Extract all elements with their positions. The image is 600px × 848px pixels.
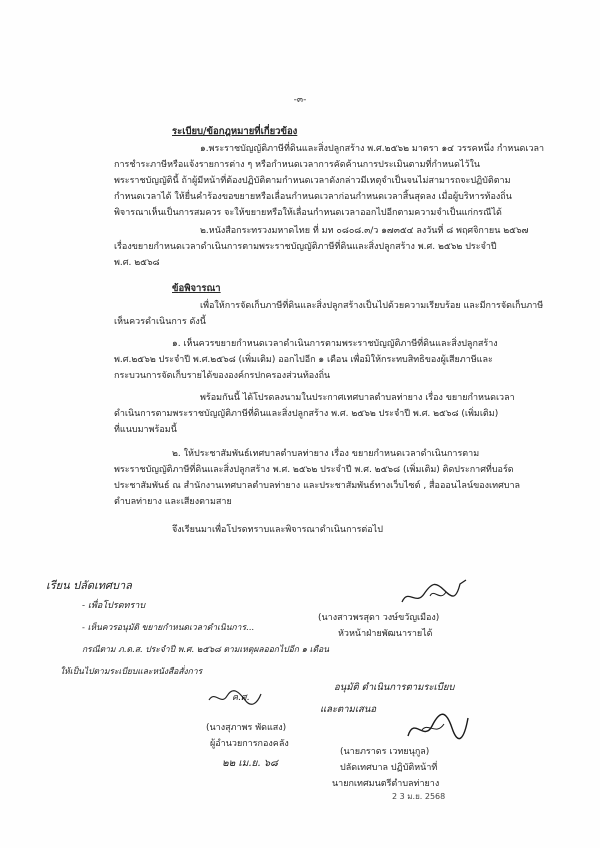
handwritten-date: ๒๒ เม.ย. ๖๘ bbox=[222, 758, 278, 769]
regulation-line: พระราชบัญญัตินี้ ถ้าผู้มีหน้าที่ต้องปฏิบัติตามกำหนดเวลาดังกล่าวมีเหตุจำเป็นจนไม่สามารถจะปฏิบัติตาม bbox=[114, 176, 511, 186]
consideration-line: พร้อมกันนี้ ได้โปรดลงนามในประกาศเทศบาลตำบลท่ายาง เรื่อง ขยายกำหนดเวลา bbox=[200, 393, 515, 403]
regulation-line: พ.ศ. ๒๕๖๘ bbox=[114, 258, 160, 268]
regulation-line: การชำระภาษีหรือแจ้งรายการต่าง ๆ หรือกำหนดเวลาการคัดค้านการประเมินตามที่กำหนดไว้ใน bbox=[114, 160, 481, 170]
revenue-head-signature-icon bbox=[400, 576, 470, 610]
consideration-line: กระบวนการจัดเก็บรายได้ขององค์กรปกครองส่วนท้องถิ่น bbox=[114, 371, 331, 381]
closing-line: จึงเรียนมาเพื่อโปรดทราบและพิจารณาดำเนินการต่อไป bbox=[172, 525, 383, 535]
clerk-handwritten-note: อนุมัติ ดำเนินการตามระเบียบ bbox=[334, 682, 455, 693]
consideration-line: เพื่อให้การจัดเก็บภาษีที่ดินและสิ่งปลูกสร้างเป็นไปด้วยความเรียบร้อย และมีการจัดเก็บภาษี bbox=[200, 301, 544, 311]
consideration-heading: ข้อพิจารณา bbox=[172, 283, 221, 294]
consideration-line: ดำเนินการตามพระราชบัญญัติภาษีที่ดินและสิ่งปลูกสร้าง พ.ศ. ๒๕๖๒ ประจำปี พ.ศ. ๒๕๖๘ (เพิ่มเติม) bbox=[114, 409, 499, 419]
revenue-head-title: หัวหน้าฝ่ายพัฒนารายได้ bbox=[338, 629, 433, 639]
regulation-line: ๑.พระราชบัญญัติภาษีที่ดินและสิ่งปลูกสร้าง พ.ศ.๒๕๖๒ มาตรา ๑๔ วรรคหนึ่ง กำหนดเวลา bbox=[200, 144, 545, 154]
date-stamp: 2 3 ม.ย. 2568 bbox=[392, 792, 446, 801]
clerk-handwritten-note: และตามเสนอ bbox=[320, 704, 377, 715]
consideration-line: ตำบลท่ายาง และเสียงตามสาย bbox=[114, 497, 232, 507]
consideration-line: ๑. เห็นควรขยายกำหนดเวลาดำเนินการตามพระราชบัญญัติภาษีที่ดินและสิ่งปลูกสร้าง bbox=[172, 339, 498, 349]
revenue-head-name: (นางสาวพรสุดา วงษ์ขวัญเมือง) bbox=[318, 613, 440, 623]
handwritten-for-info: - เพื่อโปรดทราบ bbox=[82, 601, 146, 611]
clerk-signature-icon bbox=[402, 706, 472, 746]
consideration-line: ประชาสัมพันธ์ ณ สำนักงานเทศบาลตำบลท่ายาง และประชาสัมพันธ์ทางเว็บไซต์ , สื่อออนไลน์ของเทศบาล bbox=[114, 481, 521, 491]
consideration-line: พระราชบัญญัติภาษีที่ดินและสิ่งปลูกสร้าง พ.ศ. ๒๕๖๒ ประจำปี พ.ศ. ๒๕๖๘ (เพิ่มเติม) ติดประกาศที่บอร์ด bbox=[114, 465, 514, 475]
regulation-line: ๒.หนังสือกระทรวงมหาดไทย ที่ มท ๐๘๐๘.๓/ว ๑๗๓๕๔ ลงวันที่ ๘ พฤศจิกายน ๒๕๖๗ bbox=[200, 226, 529, 236]
consideration-line: เห็นควรดำเนินการ ดังนี้ bbox=[114, 317, 206, 327]
consideration-line: พ.ศ.๒๕๖๒ ประจำปี พ.ศ.๒๕๖๘ (เพิ่มเติม) ออกไปอีก ๑ เดือน เพื่อมิให้กระทบสิทธิของผู้เสียภาษีและ bbox=[114, 355, 493, 365]
handwritten-note: ให้เป็นไปตามระเบียบและหนังสือสั่งการ bbox=[60, 667, 203, 677]
handwritten-initials: ค.ศ. bbox=[232, 693, 250, 703]
regulations-heading: ระเบียบ/ข้อกฎหมายที่เกี่ยวข้อง bbox=[172, 126, 298, 137]
regulation-line: เรื่องขยายกำหนดเวลาดำเนินการตามพระราชบัญญัติภาษีที่ดินและสิ่งปลูกสร้าง พ.ศ. ๒๕๖๒ ประจำปี bbox=[114, 242, 497, 252]
consideration-line: ที่แนบมาพร้อมนี้ bbox=[114, 425, 177, 435]
regulation-line: พิจารณาเห็นเป็นการสมควร จะให้ขยายหรือให้เลื่อนกำหนดเวลาออกไปอีกตามความจำเป็นแก่กรณีได้ bbox=[114, 208, 502, 218]
finance-director-name: (นางสุภาพร พัดแสง) bbox=[206, 723, 287, 733]
regulation-line: กำหนดเวลาได้ ให้ยื่นคำร้องขอขยายหรือเลื่อนกำหนดเวลาก่อนกำหนดเวลาสิ้นสุดลง เมื่อผู้บริหารท้องถิ่น bbox=[114, 192, 512, 202]
clerk-title-2: นายกเทศมนตรีตำบลท่ายาง bbox=[332, 779, 440, 789]
consideration-line: ๒. ให้ประชาสัมพันธ์เทศบาลตำบลท่ายาง เรื่อง ขยายกำหนดเวลาดำเนินการตาม bbox=[172, 449, 480, 459]
handwritten-note: - เห็นควรอนุมัติ ขยายกำหนดเวลาดำเนินการ... bbox=[82, 623, 255, 633]
clerk-name: (นายภราดร เวทยนุกูล) bbox=[340, 747, 430, 757]
clerk-title: ปลัดเทศบาล ปฏิบัติหน้าที่ bbox=[340, 763, 438, 773]
handwritten-salutation: เรียน ปลัดเทศบาล bbox=[46, 579, 132, 592]
finance-director-title: ผู้อำนวยการกองคลัง bbox=[210, 739, 289, 749]
page-number: -๓- bbox=[293, 95, 307, 105]
handwritten-note: กรณีตาม ภ.ด.ส. ประจำปี พ.ศ. ๒๕๖๘ ตามเหตุผลออกไปอีก ๑ เดือน bbox=[82, 645, 330, 655]
